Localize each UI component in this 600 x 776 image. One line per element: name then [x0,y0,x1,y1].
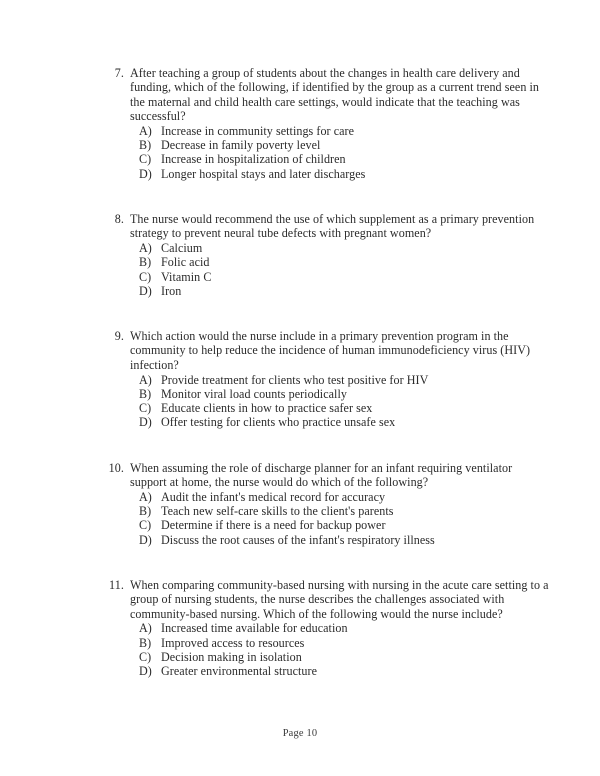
question-block [98,461,550,547]
answer-option-text: Provide treatment for clients who test positive for HIV [161,372,429,387]
answer-option-letter: A) [139,621,152,636]
answer-option-list [130,621,550,678]
answer-option-text: Educate clients in how to practice safer sex [161,401,373,416]
answer-option[interactable] [130,387,550,401]
answer-option-text: Audit the infant's medical record for accuracy [161,489,386,504]
question-block [98,212,550,298]
answer-option-text: Folic acid [161,255,210,270]
answer-option-list [130,241,550,298]
answer-option-letter: C) [139,269,152,284]
answer-option-letter: B) [139,386,152,401]
answer-option[interactable] [130,373,550,387]
answer-option-text: Teach new self-care skills to the client's parents [161,504,394,519]
answer-option-letter: C) [139,518,152,533]
answer-option[interactable] [130,490,550,504]
page-number-label: Page 10 [282,728,318,739]
answer-option-letter: D) [139,166,152,181]
question-stem: When comparing community-based nursing with nursing in the acute care setting to a group of nursing students, the nurse describes the challenges associated with community-based nursing. Which of the following would the nurse include? [130,578,549,621]
answer-option[interactable] [130,518,550,532]
question-body [124,66,550,181]
answer-option-text: Vitamin C [161,269,212,284]
question-body [124,329,550,430]
answer-option-text: Determine if there is a need for backup power [161,518,386,533]
answer-option[interactable] [130,533,550,547]
answer-option[interactable] [130,284,550,298]
question-stem: When assuming the role of discharge planner for an infant requiring ventilator support at home, the nurse would do which of the following? [130,460,513,490]
answer-option[interactable] [130,650,550,664]
answer-option-letter: B) [139,137,152,152]
answer-option-letter: C) [139,401,152,416]
answer-option-letter: B) [139,504,152,519]
question-block [98,578,550,679]
answer-option-text: Improved access to resources [161,635,305,650]
question-block [98,66,550,181]
answer-option-text: Increase in community settings for care [161,123,355,138]
answer-option[interactable] [130,621,550,635]
question-body [124,461,550,547]
question-stem: After teaching a group of students about the changes in health care delivery and funding, which of the following, if identified by the group as a current trend seen in the maternal and child health care settings, would indicate that the teaching was successful? [130,66,539,123]
question-list [98,66,550,710]
answer-option-text: Increase in hospitalization of children [161,152,346,167]
answer-option-letter: A) [139,240,152,255]
answer-option-text: Monitor viral load counts periodically [161,386,347,401]
answer-option[interactable] [130,270,550,284]
answer-option[interactable] [130,167,550,181]
answer-option[interactable] [130,415,550,429]
answer-option[interactable] [130,664,550,678]
answer-option[interactable] [130,152,550,166]
page-footer [0,727,600,740]
answer-option-text: Iron [161,283,182,298]
answer-option[interactable] [130,636,550,650]
answer-option-text: Discuss the root causes of the infant's respiratory illness [161,532,435,547]
answer-option-text: Increased time available for education [161,621,348,636]
answer-option-list [130,373,550,430]
question-number: 9. [114,329,124,344]
question-stem: Which action would the nurse include in a primary prevention program in the community to help reduce the incidence of human immunodeficiency virus (HIV) infection? [130,329,531,372]
question-number: 7. [114,66,124,80]
answer-option-letter: C) [139,650,152,664]
answer-option-letter: D) [139,283,152,298]
answer-option[interactable] [130,138,550,152]
answer-option-letter: C) [139,152,152,167]
answer-option-text: Decrease in family poverty level [161,137,321,152]
answer-option-letter: A) [139,489,152,504]
answer-option-text: Longer hospital stays and later discharges [161,166,366,181]
answer-option-list [130,490,550,547]
question-number: 8. [114,211,124,226]
answer-option-letter: B) [139,635,152,650]
answer-option[interactable] [130,255,550,269]
answer-option[interactable] [130,241,550,255]
answer-option[interactable] [130,124,550,138]
answer-option-letter: A) [139,123,152,138]
question-number: 10. [108,460,124,475]
answer-option[interactable] [130,504,550,518]
question-block [98,329,550,430]
answer-option-text: Decision making in isolation [161,650,302,664]
answer-option-list [130,124,550,181]
answer-option-letter: D) [139,664,152,679]
question-body [124,578,550,679]
answer-option-letter: B) [139,255,152,270]
question-body [124,212,550,298]
answer-option-letter: A) [139,372,152,387]
question-number: 11. [109,578,124,593]
answer-option-letter: D) [139,532,152,547]
answer-option-text: Offer testing for clients who practice unsafe sex [161,415,396,430]
question-stem: The nurse would recommend the use of which supplement as a primary prevention strategy to prevent neural tube defects with pregnant women? [130,211,535,241]
answer-option-text: Greater environmental structure [161,664,318,679]
answer-option[interactable] [130,401,550,415]
answer-option-text: Calcium [161,240,203,255]
answer-option-letter: D) [139,415,152,430]
